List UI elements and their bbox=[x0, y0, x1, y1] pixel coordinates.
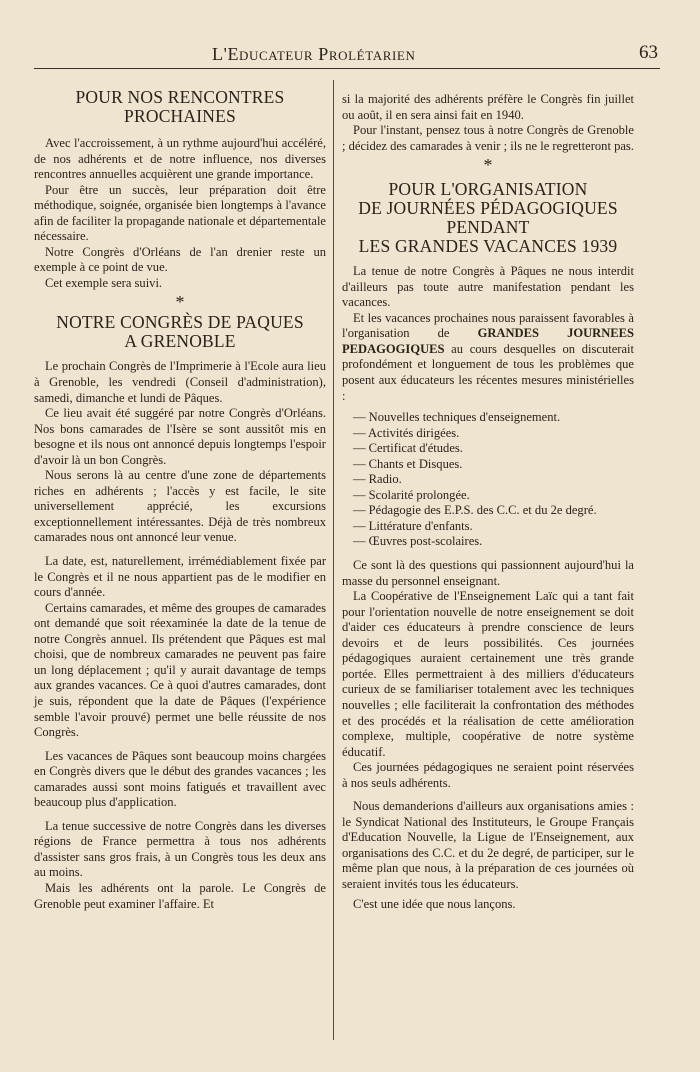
section-title-rencontres bbox=[34, 88, 326, 126]
section-title-journees bbox=[342, 180, 634, 256]
list-item: — Littérature d'enfants. bbox=[353, 518, 473, 533]
list-item: — Radio. bbox=[353, 472, 402, 487]
paragraph bbox=[342, 311, 634, 404]
paragraph: Nous demanderions d'ailleurs aux organisations amies : le Syndicat National des Instituteurs, le Groupe Français d'Education Nouvelle, la Ligue de l'Enseignement, aux organisations des C.C. et du 2e degré, de participer, sur le même plan que nous, à la préparation de ces journées où seraient invités tous les éducateurs. bbox=[342, 799, 634, 891]
paragraph: Avec l'accroissement, à un rythme aujourd'hui accéléré, de nos adhérents et de notre influence, nos diverses rencontres annuelles acquièrent une grande importance. bbox=[34, 136, 326, 182]
title-line: POUR L'ORGANISATION bbox=[388, 179, 588, 200]
paragraph: La tenue de notre Congrès à Pâques ne nous interdit d'ailleurs pas toute autre manifestation pendant les vacances. bbox=[342, 264, 634, 310]
list-item: — Chants et Disques. bbox=[353, 456, 463, 471]
running-header bbox=[34, 38, 660, 69]
paragraph: Nous serons là au centre d'une zone de départements riches en adhérents ; l'accès y est facile, le site universellement apprécié, les excursions exceptionnellement intéressantes. Déjà de très nombreux camarades nous ont annoncé leur venue. bbox=[34, 468, 326, 545]
topic-list bbox=[342, 410, 634, 550]
paragraph: Les vacances de Pâques sont beaucoup moins chargées en Congrès divers que le début des grandes vacances ; les camarades aussi sont moins fatigués et travaillent avec beaucoup plus d'application. bbox=[34, 748, 326, 810]
paragraph: Pour être un succès, leur préparation doit être méthodique, soignée, organisée bien longtemps à l'avance afin de faciliter la propagande nationale et départementale nécessaire. bbox=[34, 182, 326, 244]
paragraph: Ce lieu avait été suggéré par notre Congrès d'Orléans. Nos bons camarades de l'Isère se sont aussitôt mis en besogne et ils nous ont annoncé depuis longtemps l'espoir d'avoir là un bon Congrès. bbox=[34, 406, 326, 467]
paragraph: Mais les adhérents ont la parole. Le Congrès de Grenoble peut examiner l'affaire. Et bbox=[34, 880, 326, 911]
list-item: — Scolarité prolongée. bbox=[353, 487, 470, 502]
list-item: — Œuvres post-scolaires. bbox=[353, 534, 483, 549]
paragraph: Cet exemple sera suivi. bbox=[45, 275, 163, 290]
paragraph: Ces journées pédagogiques ne seraient point réservées à nos seuls adhérents. bbox=[342, 760, 634, 790]
paragraph: La date, est, naturellement, irrémédiablement fixée par le Congrès et il ne nous appartient pas de le modifier en cours d'année. bbox=[34, 554, 326, 600]
title-line: DE JOURNÉES PÉDAGOGIQUES bbox=[358, 198, 618, 219]
title-line: NOTRE CONGRÈS DE PAQUES bbox=[56, 312, 304, 333]
paragraph: La Coopérative de l'Enseignement Laïc qui a tant fait pour l'orientation nouvelle de notre enseignement se doit d'aider ces éducateurs à prendre conscience de leurs devoirs et de leurs possibilités. Ces journées pédagogiques auraient certainement une très grande portée. Elles permettraient à des milliers d'éducateurs curieux de se familiariser totalement avec les techniques nouvelles ; elle faciliterait la confrontation des méthodes et des procédés et la réalisation de cette amélioration complexe, multiple, coopérative de notre système éducatif. bbox=[342, 589, 634, 759]
list-item: — Pédagogie des E.P.S. des C.C. et du 2e degré. bbox=[353, 503, 597, 518]
title-line: PENDANT bbox=[446, 217, 530, 238]
title-line: LES GRANDES VACANCES 1939 bbox=[358, 236, 618, 257]
list-item: — Activités dirigées. bbox=[353, 425, 460, 440]
left-column bbox=[34, 88, 326, 912]
text-run: Et les vacances prochaines nous paraissent favorables à l'organisation de bbox=[342, 310, 634, 341]
paragraph: Ce sont là des questions qui passionnent aujourd'hui la masse du personnel enseignant. bbox=[342, 558, 634, 588]
column-divider bbox=[333, 80, 334, 1040]
section-title-congres bbox=[34, 313, 326, 351]
right-column bbox=[342, 92, 634, 912]
paragraph: Certains camarades, et même des groupes de camarades ont demandé que soit réexaminée la date de la tenue de notre Congrès annuel. Ils prétendent que Pâques est mal choisi, que de nombreux camarades ne peuvent pas faire un long déplacement ; qu'il y aurait davantage de temps aux grandes vacances. Ce à quoi d'autres camarades, dont je suis, répondent que la date de Pâques (l'expérience semble l'avoir prouvé) permet une belle réussite de nos Congrès. bbox=[34, 600, 326, 740]
section-separator: * bbox=[175, 292, 185, 313]
page-number: 63 bbox=[639, 42, 658, 63]
paragraph: Notre Congrès d'Orléans de l'an drenier reste un exemple à ce point de vue. bbox=[34, 244, 326, 275]
title-line: POUR NOS RENCONTRES bbox=[75, 87, 285, 107]
list-item: — Certificat d'études. bbox=[353, 441, 463, 456]
paragraph: C'est une idée que nous lançons. bbox=[353, 896, 516, 911]
list-item: — Nouvelles techniques d'enseignement. bbox=[353, 410, 561, 425]
emphasis-text: GRANDES JOURNEES PEDAGOGIQUES bbox=[342, 326, 634, 356]
section-separator: * bbox=[483, 155, 493, 176]
title-line: A GRENOBLE bbox=[124, 331, 236, 352]
paragraph: Le prochain Congrès de l'Imprimerie à l'Ecole aura lieu à Grenoble, les vendredi (Conseil d'administration), samedi, dimanche et lundi de Pâques. bbox=[34, 359, 326, 405]
paragraph-continuation: si la majorité des adhérents préfère le Congrès fin juillet ou août, il en sera ainsi fait en 1940. bbox=[342, 92, 634, 122]
paragraph: La tenue successive de notre Congrès dans les diverses régions de France permettra à tous nos adhérents d'assister sans gros frais, à un Congrès tous les deux ans au moins. bbox=[34, 818, 326, 880]
journal-title: L'Educateur Prolétarien bbox=[212, 44, 416, 64]
text-run: au cours desquelles on discuterait profondément et longuement de tous les problèmes que posent aux éducateurs les récentes mesures ministérielles : bbox=[342, 341, 634, 403]
title-line: PROCHAINES bbox=[124, 106, 236, 126]
paragraph: Pour l'instant, pensez tous à notre Congrès de Grenoble ; décidez des camarades à venir ; ils ne le regretteront pas. bbox=[342, 123, 634, 153]
